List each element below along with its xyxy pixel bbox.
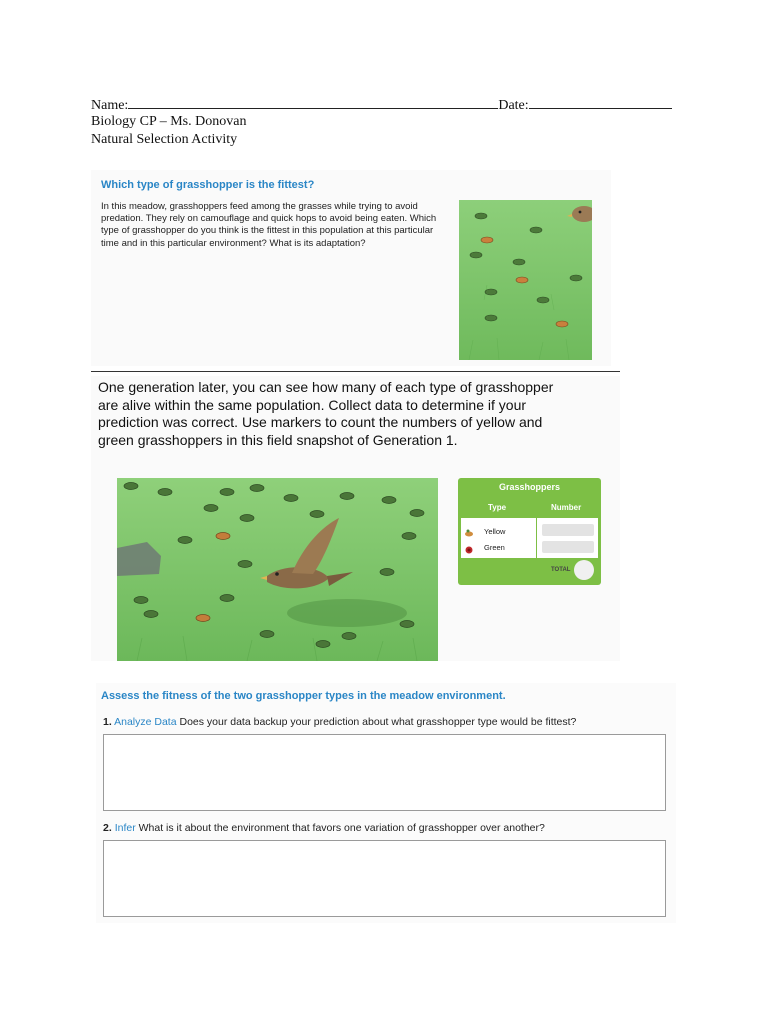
- meadow-illustration-small: [459, 200, 592, 360]
- answer-box-analyze-data[interactable]: [103, 734, 666, 811]
- question-text: What is it about the environment that favors one variation of grasshopper over another?: [138, 822, 545, 834]
- activity-title: Natural Selection Activity: [91, 132, 238, 147]
- name-label: Name:: [91, 98, 129, 113]
- table-title: Grasshoppers: [498, 482, 561, 492]
- question1-body: In this meadow, grasshoppers feed among the grasses while trying to avoid predation. They rely on camouflage and quick hops to avoid being eaten. Which type of grasshopper do you think is the fittest in this population at this particular time and in this particular environment? What is its adaptation?: [101, 201, 437, 249]
- total-value-circle: [574, 560, 594, 580]
- meadow-image-small: [459, 200, 592, 360]
- question-text: Does your data backup your prediction about what grasshopper type would be fittest?: [179, 716, 577, 728]
- question-analyze-data: [103, 716, 576, 728]
- question-number: 2.: [103, 822, 112, 834]
- yellow-count-input[interactable]: [542, 524, 594, 536]
- date-label: Date:: [498, 98, 529, 113]
- meadow-image-generation1: [117, 478, 438, 661]
- meadow-illustration-large: [117, 478, 438, 661]
- section-divider: [91, 371, 620, 372]
- column-divider: [536, 518, 537, 558]
- name-line: [91, 95, 672, 114]
- question-infer: [103, 822, 545, 834]
- total-label: TOTAL: [551, 567, 571, 573]
- question-keyword: Analyze Data: [114, 716, 177, 728]
- green-count-input[interactable]: [542, 541, 594, 553]
- question-keyword: Infer: [114, 822, 136, 834]
- question1-title: Which type of grasshopper is the fittest?: [101, 179, 315, 191]
- row-label-yellow: Yellow: [484, 527, 506, 536]
- answer-box-infer[interactable]: [103, 840, 666, 917]
- assessment-title: Assess the fitness of the two grasshopper types in the meadow environment.: [101, 690, 506, 702]
- generation-instructions: One generation later, you can see how many of each type of grasshopper are alive within the same population. Collect data to determine if your prediction was correct. Use markers to count the numbers of yellow and green grasshoppers in this field snapshot of Generation 1.: [98, 379, 554, 448]
- green-grasshopper-icon: [464, 542, 474, 552]
- date-field[interactable]: [529, 95, 672, 109]
- course-title: Biology CP – Ms. Donovan: [91, 114, 247, 129]
- grasshopper-count-table: [458, 478, 601, 585]
- column-header-type: Type: [488, 503, 507, 512]
- row-label-green: Green: [484, 543, 505, 552]
- column-header-number: Number: [551, 503, 582, 512]
- question-number: 1.: [103, 716, 112, 728]
- yellow-grasshopper-icon: [464, 525, 474, 535]
- name-field[interactable]: [128, 95, 498, 109]
